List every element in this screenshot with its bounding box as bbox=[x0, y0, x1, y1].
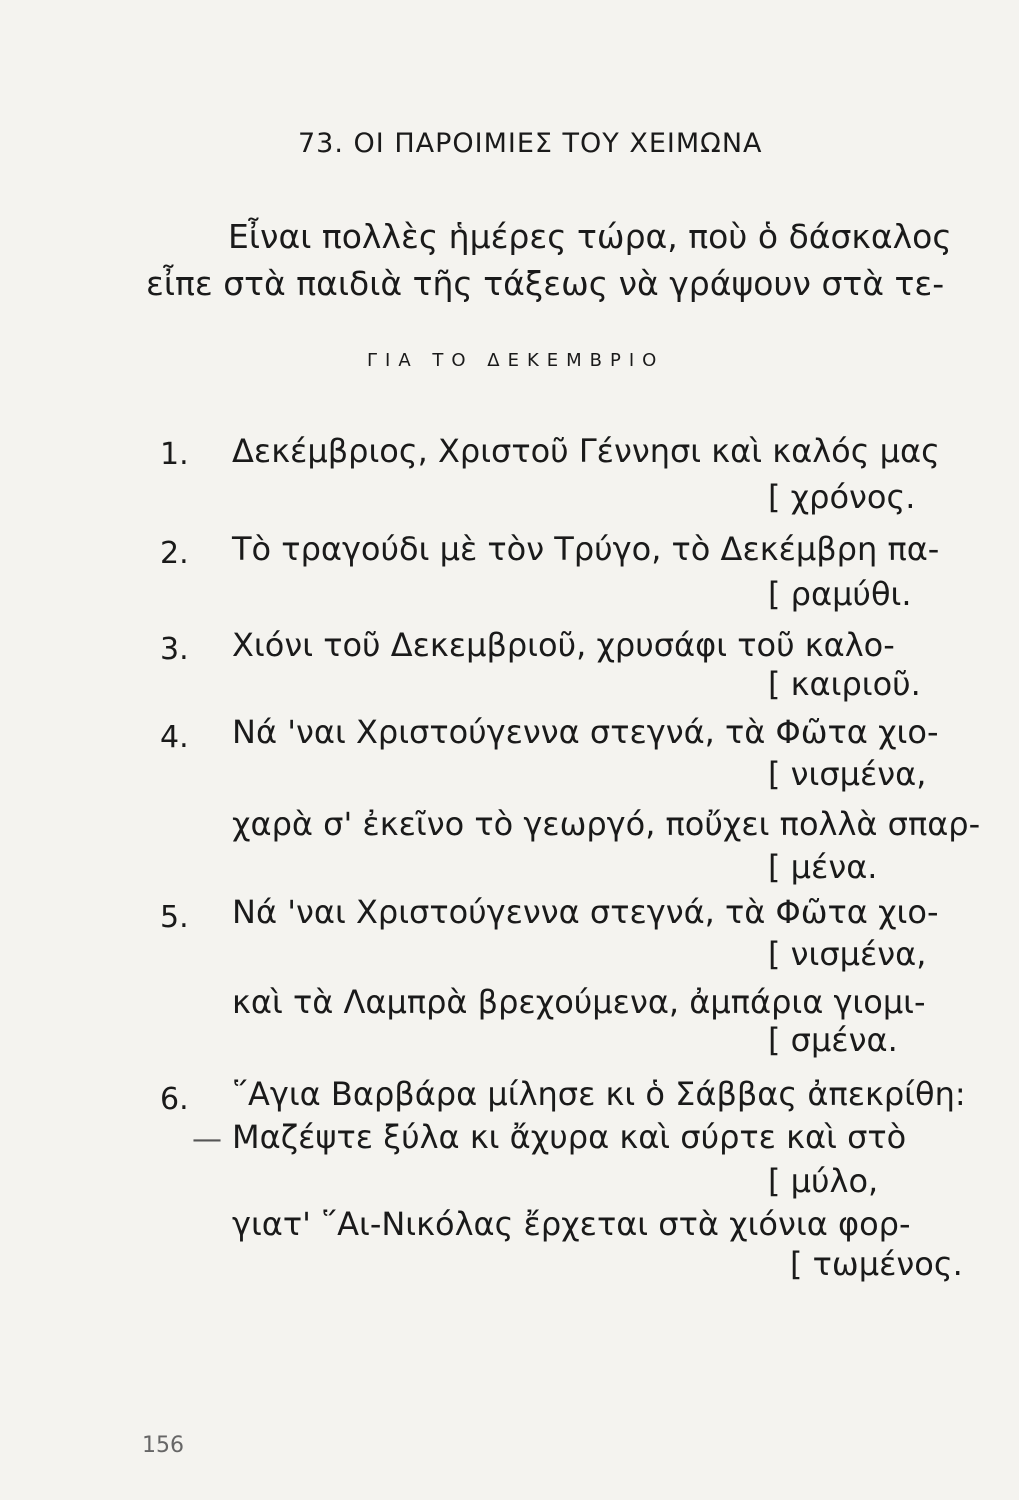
proverb-line: καὶ τὰ Λαμπρὰ βρεχούμενα, ἀμπάρια γιομι- bbox=[232, 983, 926, 1021]
intro-line: εἶπε στὰ παιδιὰ τῆς τάξεως νὰ γράψουν στὰ τε- bbox=[146, 264, 945, 303]
proverb-continuation: [ καιριοῦ. bbox=[768, 665, 921, 703]
proverb-number: 2. bbox=[160, 536, 189, 571]
proverb-line: Τὸ τραγούδι μὲ τὸν Τρύγο, τὸ Δεκέμβρη πα- bbox=[232, 530, 940, 568]
proverb-line: Νά 'ναι Χριστούγεννα στεγνά, τὰ Φῶτα χιο- bbox=[232, 713, 939, 751]
chapter-title: 73. ΟΙ ΠΑΡΟΙΜΙΕΣ ΤΟΥ ΧΕΙΜΩΝΑ bbox=[298, 128, 763, 159]
proverb-line: ῞Αγια Βαρβάρα μίλησε κι ὁ Σάββας ἀπεκρίθη: bbox=[232, 1075, 966, 1113]
proverb-number: 3. bbox=[160, 632, 189, 667]
proverb-continuation: [ μένα. bbox=[768, 848, 878, 886]
proverb-line: Χιόνι τοῦ Δεκεμβριοῦ, χρυσάφι τοῦ καλο- bbox=[232, 626, 895, 664]
dash-mark: — bbox=[192, 1122, 222, 1157]
proverb-line: Μαζέψτε ξύλα κι ἄχυρα καὶ σύρτε καὶ στὸ bbox=[232, 1118, 907, 1156]
proverb-line: χαρὰ σ' ἐκεῖνο τὸ γεωργό, ποὔχει πολλὰ σπαρ- bbox=[232, 805, 981, 843]
page-number: 156 bbox=[142, 1433, 184, 1458]
proverb-continuation: [ χρόνος. bbox=[768, 478, 916, 516]
proverb-continuation: [ ραμύθι. bbox=[768, 575, 912, 613]
proverb-number: 6. bbox=[160, 1082, 189, 1117]
proverb-continuation: [ σμένα. bbox=[768, 1021, 898, 1059]
proverb-continuation: [ νισμένα, bbox=[768, 755, 927, 793]
proverb-number: 4. bbox=[160, 720, 189, 755]
section-heading: ΓΙΑ ΤΟ ΔΕΚΕΜΒΡΙΟ bbox=[367, 350, 665, 371]
proverb-line: Νά 'ναι Χριστούγεννα στεγνά, τὰ Φῶτα χιο- bbox=[232, 893, 939, 931]
intro-line: Εἶναι πολλὲς ἡμέρες τώρα, ποὺ ὁ δάσκαλος bbox=[228, 217, 952, 256]
proverb-line: γιατ' ῞Αι-Νικόλας ἔρχεται στὰ χιόνια φορ- bbox=[232, 1205, 911, 1243]
proverb-number: 5. bbox=[160, 900, 189, 935]
proverb-continuation: [ νισμένα, bbox=[768, 935, 927, 973]
proverb-line: Δεκέμβριος, Χριστοῦ Γέννησι καὶ καλός μας bbox=[232, 432, 940, 470]
proverb-continuation: [ μύλο, bbox=[768, 1162, 879, 1200]
proverb-number: 1. bbox=[160, 437, 189, 472]
proverb-continuation: [ τωμένος. bbox=[790, 1245, 963, 1283]
